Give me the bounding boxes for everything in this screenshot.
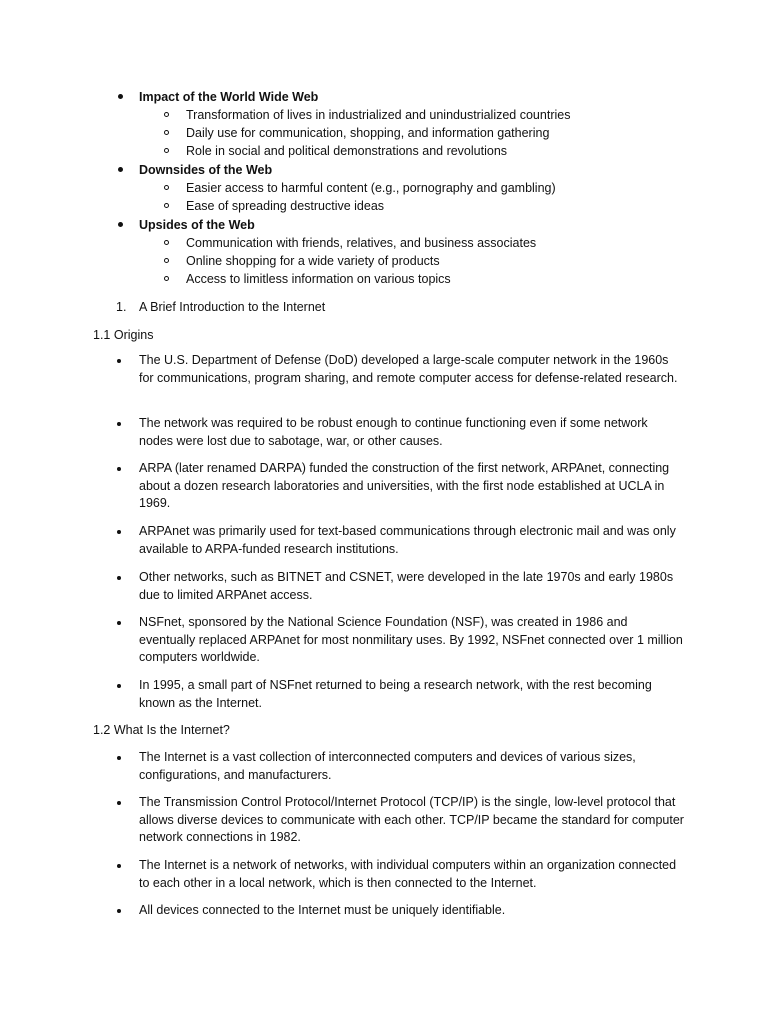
bullet-disc-icon bbox=[117, 422, 121, 426]
bullet-disc-icon bbox=[118, 222, 123, 227]
outline-impact-item: Role in social and political demonstrations and revolutions bbox=[186, 144, 508, 158]
bullet-circle-icon bbox=[164, 148, 169, 153]
bullet-disc-icon bbox=[118, 167, 123, 172]
bullet-circle-icon bbox=[164, 240, 169, 245]
bullet-circle-icon bbox=[164, 185, 169, 190]
bullet-disc-icon bbox=[117, 801, 121, 805]
section-heading-origins: 1.1 Origins bbox=[93, 328, 154, 342]
numbered-item-number: 1. bbox=[116, 300, 127, 314]
origins-paragraph: The network was required to be robust enough to continue functioning even if some network nodes were lost due to sabotage, war, or other causes. bbox=[139, 416, 648, 448]
bullet-disc-icon bbox=[117, 467, 121, 471]
origins-paragraph: NSFnet, sponsored by the National Science Foundation (NSF), was created in 1986 and eventually replaced ARPAnet for most nonmilitary uses. By 1992, NSFnet connected over 1 million computers worldwide. bbox=[139, 615, 683, 664]
outline-upsides-item: Communication with friends, relatives, and business associates bbox=[186, 236, 537, 250]
numbered-item-text: A Brief Introduction to the Internet bbox=[139, 300, 326, 314]
section-heading-what-is-internet: 1.2 What Is the Internet? bbox=[93, 723, 230, 737]
bullet-disc-icon bbox=[117, 684, 121, 688]
origins-paragraph: ARPAnet was primarily used for text-based communications through electronic mail and was only available to ARPA-funded research institutions. bbox=[139, 524, 676, 556]
bullet-disc-icon bbox=[117, 864, 121, 868]
what-paragraph: The Internet is a network of networks, with individual computers within an organization connected to each other in a local network, which is then connected to the Internet. bbox=[139, 858, 677, 890]
outline-upsides-item: Online shopping for a wide variety of products bbox=[186, 254, 440, 268]
bullet-disc-icon bbox=[117, 359, 121, 363]
outline-impact-title: Impact of the World Wide Web bbox=[139, 90, 319, 104]
origins-paragraph: The U.S. Department of Defense (DoD) developed a large-scale computer network in the 1960s for communications, program sharing, and remote computer access for defense-related research. bbox=[139, 353, 678, 385]
bullet-disc-icon bbox=[117, 756, 121, 760]
bullet-disc-icon bbox=[117, 576, 121, 580]
bullet-circle-icon bbox=[164, 203, 169, 208]
bullet-disc-icon bbox=[117, 909, 121, 913]
outline-upsides-item: Access to limitless information on various topics bbox=[186, 272, 451, 286]
bullet-circle-icon bbox=[164, 130, 169, 135]
outline-downsides-item: Easier access to harmful content (e.g., pornography and gambling) bbox=[186, 181, 556, 195]
outline-downsides-title: Downsides of the Web bbox=[139, 163, 273, 177]
origins-paragraph: ARPA (later renamed DARPA) funded the construction of the first network, ARPAnet, connecting about a dozen research laboratories and universities, with the first node established at UCLA in 1969. bbox=[139, 461, 670, 510]
outline-impact-item: Daily use for communication, shopping, and information gathering bbox=[186, 126, 550, 140]
outline-impact-item: Transformation of lives in industrialized and unindustrialized countries bbox=[186, 108, 571, 122]
origins-paragraph: In 1995, a small part of NSFnet returned to being a research network, with the rest becoming known as the Internet. bbox=[139, 678, 652, 710]
what-paragraph: The Internet is a vast collection of interconnected computers and devices of various sizes, configurations, and manufacturers. bbox=[139, 750, 636, 782]
outline-upsides-title: Upsides of the Web bbox=[139, 218, 255, 232]
what-paragraph: All devices connected to the Internet must be uniquely identifiable. bbox=[139, 903, 506, 917]
bullet-circle-icon bbox=[164, 276, 169, 281]
what-paragraph: The Transmission Control Protocol/Internet Protocol (TCP/IP) is the single, low-level protocol that allows diverse devices to communicate with each other. TCP/IP became the standard for computer network connections in 1982. bbox=[139, 795, 684, 844]
outline-downsides-item: Ease of spreading destructive ideas bbox=[186, 199, 385, 213]
bullet-disc-icon bbox=[117, 530, 121, 534]
bullet-circle-icon bbox=[164, 258, 169, 263]
bullet-circle-icon bbox=[164, 112, 169, 117]
bullet-disc-icon bbox=[117, 621, 121, 625]
origins-paragraph: Other networks, such as BITNET and CSNET, were developed in the late 1970s and early 1980s due to limited ARPAnet access. bbox=[139, 570, 674, 602]
bullet-disc-icon bbox=[118, 94, 123, 99]
